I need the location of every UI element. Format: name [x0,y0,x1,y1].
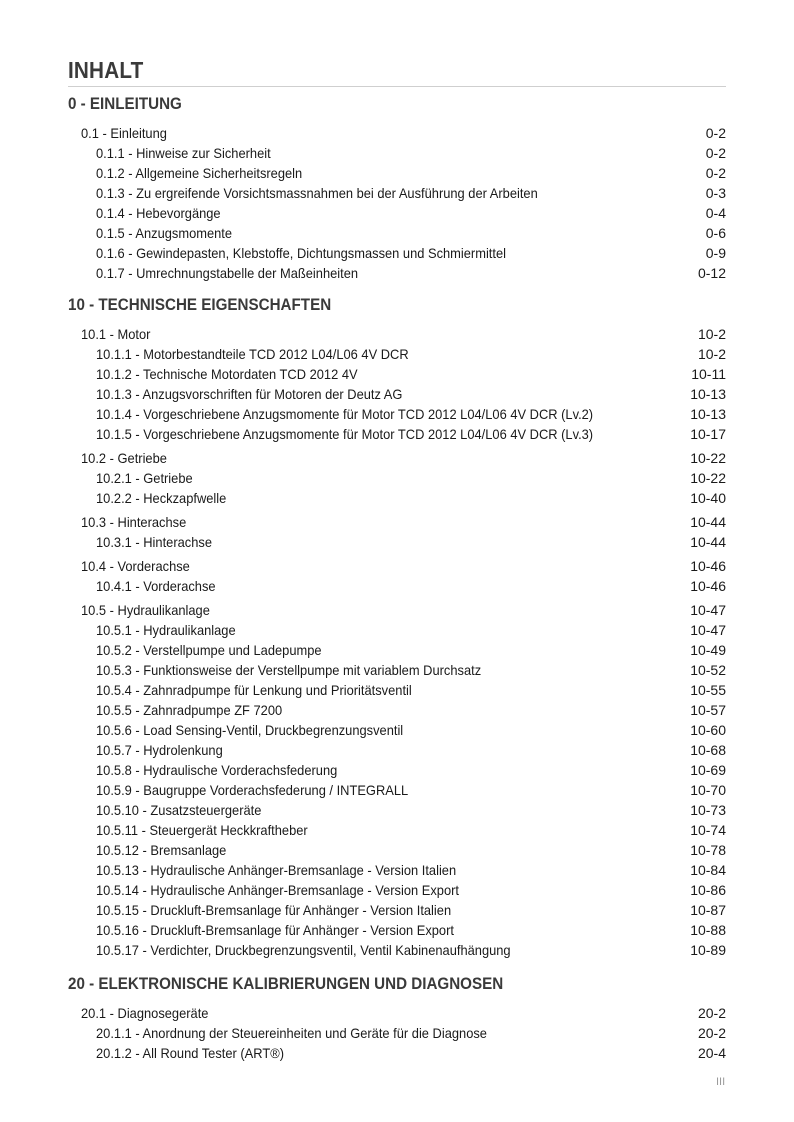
toc-entry-subchapter[interactable] [68,900,726,920]
toc-entry-page: 0-2 [705,145,726,161]
toc-entry-subchapter[interactable] [68,840,726,860]
toc-entry-page: 10-47 [690,602,726,618]
toc-entry-label: 10.5.2 - Verstellpumpe und Ladepumpe [96,642,322,658]
toc-entry-page: 10-11 [691,366,726,382]
toc-entry-page: 10-44 [690,534,726,550]
toc-entry-page: 0-9 [705,245,726,261]
toc-entry-page: 10-68 [690,742,726,758]
page-title: INHALT [68,57,144,83]
toc-entry-page: 10-22 [690,450,726,466]
toc-entry-page: 10-74 [690,822,726,838]
toc-entry-subchapter[interactable] [68,860,726,880]
toc-entry-subchapter[interactable] [68,143,726,163]
toc-entry-page: 10-46 [690,558,726,574]
toc-entry-label: 0.1.1 - Hinweise zur Sicherheit [96,145,271,161]
toc-entry-page: 10-46 [690,578,726,594]
toc-entry-subchapter[interactable] [68,640,726,660]
toc-entry-subchapter[interactable] [68,940,726,960]
toc-entry-page: 10-88 [690,922,726,938]
toc-entry-label: 10.5.11 - Steuergerät Heckkraftheber [96,822,308,838]
toc-entry-page: 0-4 [705,205,726,221]
toc-entry-subchapter[interactable] [68,163,726,183]
section-heading: 10 - TECHNISCHE EIGENSCHAFTEN [68,296,332,314]
toc-entry-label: 10.2.2 - Heckzapfwelle [96,490,227,506]
toc-entry-subchapter[interactable] [68,920,726,940]
toc-entry-label: 20.1.2 - All Round Tester (ART®) [96,1045,284,1061]
toc-entry-subchapter[interactable] [68,223,726,243]
toc-entry-page: 10-55 [690,682,726,698]
toc-entry-page: 10-60 [690,722,726,738]
page-number: III [716,1076,726,1088]
toc-entry-label: 10.5.16 - Druckluft-Bremsanlage für Anhänger - Version Export [96,922,454,938]
toc-entry-subchapter[interactable] [68,424,726,444]
toc-entry-page: 10-52 [690,662,726,678]
toc-entry-label: 10.5.10 - Zusatzsteuergeräte [96,802,262,818]
toc-entry-page: 10-89 [690,942,726,958]
section-heading: 20 - ELEKTRONISCHE KALIBRIERUNGEN UND DIAGNOSEN [68,975,504,993]
toc-entry-subchapter[interactable] [68,780,726,800]
toc-entry-page: 10-87 [690,902,726,918]
toc-entry-subchapter[interactable] [68,384,726,404]
toc-entry-subchapter[interactable] [68,880,726,900]
section-heading: 0 - EINLEITUNG [68,95,182,113]
toc-entry-label: 10.5.6 - Load Sensing-Ventil, Druckbegrenzungsventil [96,722,404,738]
toc-entry-page: 10-69 [690,762,726,778]
toc-entry-page: 0-2 [705,165,726,181]
toc-entry-chapter[interactable] [68,512,726,532]
toc-entry-label: 10.5 - Hydraulikanlage [81,602,210,618]
toc-entry-subchapter[interactable] [68,720,726,740]
toc-entry-label: 10.1.3 - Anzugsvorschriften für Motoren der Deutz AG [96,386,403,402]
toc-entry-chapter[interactable] [68,556,726,576]
toc-entry-page: 10-78 [690,842,726,858]
toc-entry-label: 10.5.4 - Zahnradpumpe für Lenkung und Prioritätsventil [96,682,412,698]
toc-entry-chapter[interactable] [68,324,726,344]
toc-entry-chapter[interactable] [68,448,726,468]
toc-entry-label: 10.3 - Hinterachse [81,514,187,530]
toc-entry-page: 20-2 [697,1005,726,1021]
toc-entry-page: 10-40 [690,490,726,506]
toc-entry-subchapter[interactable] [68,263,726,283]
toc-entry-subchapter[interactable] [68,203,726,223]
toc-entry-subchapter[interactable] [68,1023,726,1043]
toc-entry-subchapter[interactable] [68,820,726,840]
toc-entry-subchapter[interactable] [68,660,726,680]
toc-entry-label: 10.1 - Motor [81,326,151,342]
toc-entry-label: 10.2 - Getriebe [81,450,167,466]
toc-entry-label: 10.4 - Vorderachse [81,558,190,574]
toc-entry-subchapter[interactable] [68,344,726,364]
toc-entry-page: 10-73 [690,802,726,818]
toc-entry-subchapter[interactable] [68,532,726,552]
toc-entry-chapter[interactable] [68,600,726,620]
toc-entry-label: 0.1.7 - Umrechnungstabelle der Maßeinheiten [96,265,359,281]
toc-entry-label: 10.1.1 - Motorbestandteile TCD 2012 L04/L06 4V DCR [96,346,409,362]
toc-entry-page: 10-86 [690,882,726,898]
title-divider [68,86,726,87]
toc-entry-label: 20.1.1 - Anordnung der Steuereinheiten und Geräte für die Diagnose [96,1025,487,1041]
toc-entry-page: 10-2 [697,326,726,342]
toc-entry-page: 10-13 [690,386,726,402]
toc-entry-page: 10-49 [690,642,726,658]
toc-entry-label: 10.5.8 - Hydraulische Vorderachsfederung [96,762,338,778]
toc-entry-label: 10.4.1 - Vorderachse [96,578,216,594]
toc-page [68,56,726,1063]
toc-entry-label: 10.5.12 - Bremsanlage [96,842,227,858]
toc-entry-page: 0-2 [705,125,726,141]
toc-entry-label: 10.5.7 - Hydrolenkung [96,742,223,758]
toc-entry-label: 10.5.1 - Hydraulikanlage [96,622,236,638]
toc-entry-subchapter[interactable] [68,680,726,700]
toc-entry-page: 10-70 [690,782,726,798]
toc-entry-page: 10-17 [690,426,726,442]
toc-entry-label: 10.5.15 - Druckluft-Bremsanlage für Anhänger - Version Italien [96,902,452,918]
toc-entry-page: 10-44 [690,514,726,530]
toc-entry-subchapter[interactable] [68,243,726,263]
toc-entry-subchapter[interactable] [68,1043,726,1063]
toc-entry-subchapter[interactable] [68,364,726,384]
toc-entry-subchapter[interactable] [68,183,726,203]
toc-entry-label: 10.1.5 - Vorgeschriebene Anzugsmomente für Motor TCD 2012 L04/L06 4V DCR (Lv.3) [96,426,594,442]
toc-entry-subchapter[interactable] [68,700,726,720]
toc-entry-label: 10.5.13 - Hydraulische Anhänger-Bremsanlage - Version Italien [96,862,457,878]
toc-entry-label: 10.5.3 - Funktionsweise der Verstellpumpe mit variablem Durchsatz [96,662,482,678]
toc-entry-subchapter[interactable] [68,740,726,760]
toc-entry-subchapter[interactable] [68,760,726,780]
toc-entry-page: 10-57 [690,702,726,718]
toc-entry-label: 10.5.17 - Verdichter, Druckbegrenzungsventil, Ventil Kabinenaufhängung [96,942,511,958]
toc-entry-subchapter[interactable] [68,404,726,424]
toc-entry-label: 0.1.5 - Anzugsmomente [96,225,233,241]
toc-entry-chapter[interactable] [68,123,726,143]
toc-entry-label: 10.5.5 - Zahnradpumpe ZF 7200 [96,702,283,718]
toc-entry-label: 10.1.2 - Technische Motordaten TCD 2012 4V [96,366,358,382]
toc-entry-label: 10.5.9 - Baugruppe Vorderachsfederung / INTEGRALL [96,782,409,798]
toc-entry-label: 10.3.1 - Hinterachse [96,534,212,550]
toc-entry-page: 10-22 [690,470,726,486]
toc-entry-page: 0-12 [697,265,726,281]
table-of-contents [68,93,726,1063]
toc-entry-subchapter[interactable] [68,800,726,820]
toc-entry-page: 10-2 [697,346,726,362]
toc-entry-subchapter[interactable] [68,468,726,488]
toc-entry-label: 10.1.4 - Vorgeschriebene Anzugsmomente für Motor TCD 2012 L04/L06 4V DCR (Lv.2) [96,406,594,422]
toc-entry-page: 20-2 [697,1025,726,1041]
toc-entry-subchapter[interactable] [68,620,726,640]
toc-entry-page: 20-4 [697,1045,726,1061]
toc-entry-page: 0-3 [705,185,726,201]
toc-entry-label: 0.1.4 - Hebevorgänge [96,205,221,221]
toc-entry-chapter[interactable] [68,1003,726,1023]
toc-entry-page: 10-47 [690,622,726,638]
toc-entry-label: 0.1.6 - Gewindepasten, Klebstoffe, Dichtungsmassen und Schmiermittel [96,245,507,261]
toc-entry-label: 10.5.14 - Hydraulische Anhänger-Bremsanlage - Version Export [96,882,459,898]
toc-entry-page: 10-13 [690,406,726,422]
toc-entry-page: 0-6 [705,225,726,241]
toc-entry-label: 10.2.1 - Getriebe [96,470,193,486]
toc-entry-subchapter[interactable] [68,576,726,596]
toc-entry-label: 0.1.2 - Allgemeine Sicherheitsregeln [96,165,303,181]
toc-entry-page: 10-84 [690,862,726,878]
toc-entry-label: 20.1 - Diagnosegeräte [81,1005,209,1021]
toc-entry-label: 0.1 - Einleitung [81,125,167,141]
toc-entry-label: 0.1.3 - Zu ergreifende Vorsichtsmassnahmen bei der Ausführung der Arbeiten [96,185,538,201]
toc-entry-subchapter[interactable] [68,488,726,508]
